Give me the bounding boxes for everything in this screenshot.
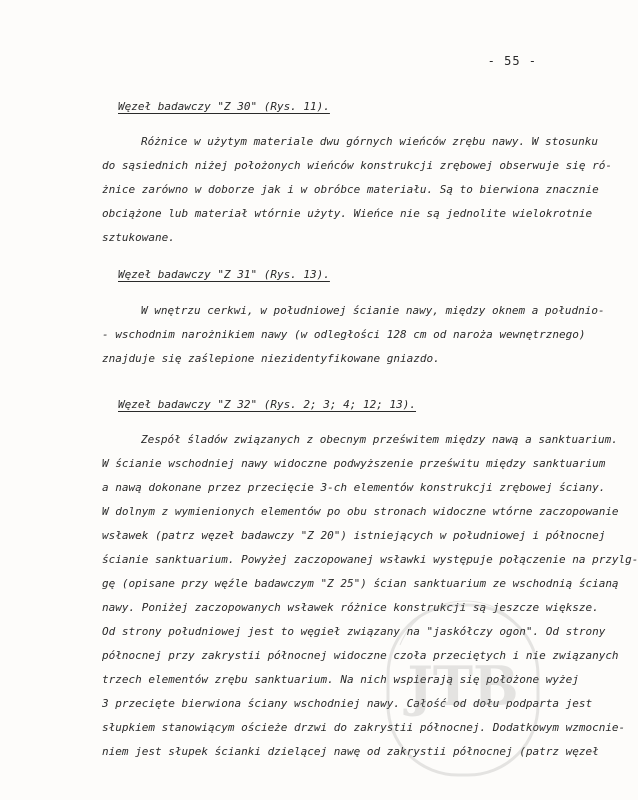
text-line: ścianie sanktuarium. Powyżej zaczopowanej wsławki występuje połączenie na przylg- [102,553,638,566]
text-line: gę (opisane przy węźle badawczym "Z 25") ścian sanktuarium ze wschodnią ścianą [102,577,619,590]
section-heading: Węzeł badawczy "Z 31" (Rys. 13). [118,268,330,281]
svg-text:JTB: JTB [407,654,519,718]
text-line: sztukowane. [102,231,175,244]
text-line: 3 przecięte bierwiona ściany wschodniej nawy. Całość od dołu podparta jest [102,697,593,710]
text-line: nawy. Poniżej zaczopowanych wsławek różnice konstrukcji są jeszcze większe. [102,601,599,614]
text-line: wsławek (patrz węzeł badawczy "Z 20") istniejących w południowej i północnej [102,529,606,542]
text-line: W ścianie wschodniej nawy widoczne podwyższenie prześwitu między sanktuarium [102,457,606,470]
text-line: trzech elementów zrębu sanktuarium. Na nich wspierają się położone wyżej [102,673,579,686]
text-line: a nawą dokonane przez przecięcie 3-ch elementów konstrukcji zrębowej ściany. [102,481,606,494]
text-line: słupkiem stanowiącym ościeże drzwi do zakrystii północnej. Dodatkowym wzmocnie- [102,721,626,734]
text-line: W dolnym z wymienionych elementów po obu stronach widoczne wtórne zaczopowanie [102,505,619,518]
text-line: Zespół śladów związanych z obecnym prześwitem między nawą a sanktuarium. [141,433,618,446]
text-line: żnice zarówno w doborze jak i w obróbce materiału. Są to bierwiona znacznie [102,183,599,196]
section-heading: Węzeł badawczy "Z 32" (Rys. 2; 3; 4; 12; 13). [118,398,417,411]
archive-stamp-watermark [380,585,550,785]
text-line: - wschodnim narożnikiem nawy (w odległości 128 cm od naroża wewnętrznego) [102,328,586,341]
text-line: obciążone lub materiał wtórnie użyty. Wieńce nie są jednolite wielokrotnie [102,207,593,220]
section-heading: Węzeł badawczy "Z 30" (Rys. 11). [118,100,330,113]
text-line: W wnętrzu cerkwi, w południowej ścianie nawy, między oknem a południo- [141,304,605,317]
page-number: - 55 - [487,54,537,68]
text-line: Różnice w użytym materiale dwu górnych wieńców zrębu nawy. W stosunku [141,135,598,148]
text-line: Od strony południowej jest to węgieł związany na "jaskółczy ogon". Od strony [102,625,606,638]
text-line: do sąsiednich niżej położonych wieńców konstrukcji zrębowej obserwuje się ró- [102,159,612,172]
text-line: niem jest słupek ścianki dzielącej nawę od zakrystii północnej (patrz węzeł [102,745,599,758]
text-line: północnej przy zakrystii północnej widoczne czoła przeciętych i nie związanych [102,649,619,662]
text-line: znajduje się zaślepione niezidentyfikowane gniazdo. [102,352,440,365]
